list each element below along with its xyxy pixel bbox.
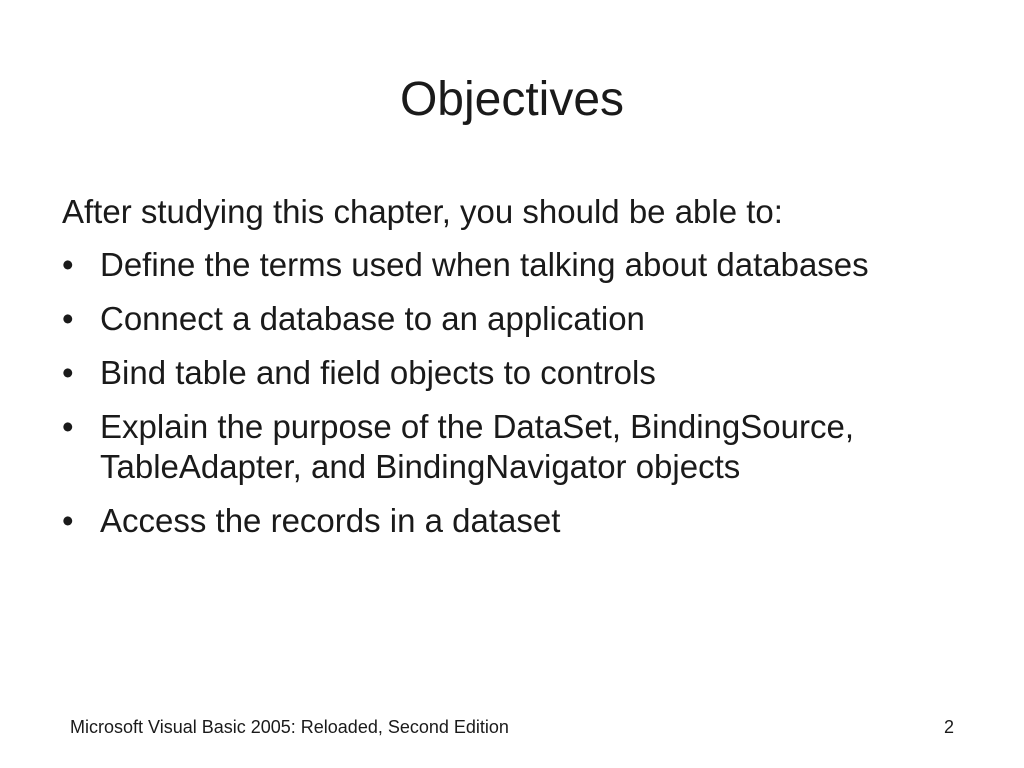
list-item (62, 299, 982, 339)
bullet-icon: • (62, 408, 74, 445)
slide-body (62, 192, 982, 555)
bullet-icon: • (62, 300, 74, 337)
bullet-text: Connect a database to an application (100, 300, 645, 337)
list-item (62, 501, 982, 541)
bullet-text: Access the records in a dataset (100, 502, 561, 539)
bullet-text: Explain the purpose of the DataSet, BindingSource, TableAdapter, and BindingNavigator objects (100, 408, 854, 485)
list-item (62, 245, 982, 285)
objectives-list (62, 245, 982, 541)
footer-page-number: 2 (943, 717, 954, 737)
list-item (62, 353, 982, 393)
footer-book-title: Microsoft Visual Basic 2005: Reloaded, Second Edition (70, 717, 509, 737)
bullet-text: Bind table and field objects to controls (100, 354, 656, 391)
bullet-icon: • (62, 502, 74, 539)
intro-text: After studying this chapter, you should be able to: (62, 193, 783, 230)
bullet-icon: • (62, 246, 74, 283)
list-item (62, 407, 982, 487)
slide-title: Objectives (399, 73, 625, 126)
bullet-text: Define the terms used when talking about databases (100, 246, 869, 283)
bullet-icon: • (62, 354, 74, 391)
